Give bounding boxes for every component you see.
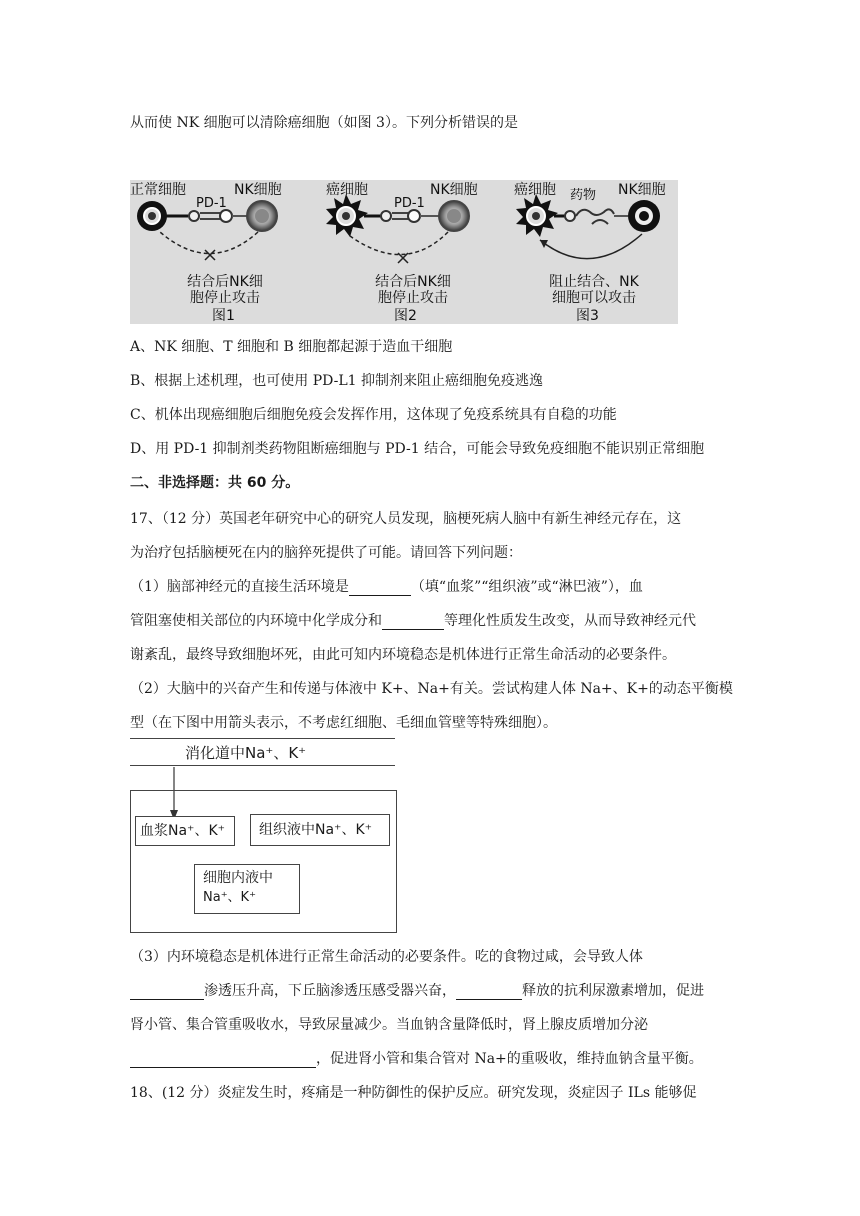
option-a: A、NK 细胞、T 细胞和 B 细胞都起源于造血干细胞 <box>130 339 453 355</box>
fig3-caption <box>534 274 654 306</box>
pd1-figure <box>130 180 678 324</box>
q17-part1-line1 <box>130 578 643 596</box>
fig3-caption-line2: 细胞可以攻击 <box>552 290 636 306</box>
q17-line1: 17、（12 分）英国老年研究中心的研究人员发现，脑梗死病人脑中有新生神经元存在，这 <box>130 511 682 527</box>
fig3-label: 图3 <box>576 308 599 324</box>
fig2-caption-line2: 胞停止攻击 <box>378 290 448 306</box>
fig2-caption-line1: 结合后NK细 <box>375 274 451 290</box>
q17-line2: 为治疗包括脑梗死在内的脑猝死提供了可能。请回答下列问题： <box>130 545 522 561</box>
fig1-caption-line2: 胞停止攻击 <box>190 290 260 306</box>
fig2-label: 图2 <box>394 308 417 324</box>
answer-blank[interactable] <box>130 1053 316 1068</box>
fig3-drug-label: 药物 <box>570 188 597 203</box>
fig2-receptor-label: PD-1 <box>394 196 425 211</box>
digestive-tract-label: 消化道中Na⁺、K⁺ <box>130 738 395 766</box>
q17-part3-line4 <box>130 1050 703 1068</box>
q17-p1-text-d: 等理化性质发生改变，从而导致神经元代 <box>444 613 696 629</box>
tissue-fluid-box[interactable]: 组织液中Na⁺、K⁺ <box>250 814 390 846</box>
q18-line1: 18、(12 分）炎症发生时，疼痛是一种防御性的保护反应。研究发现，炎症因子 ILs 能够促 <box>130 1085 697 1101</box>
intracellular-fluid-box[interactable] <box>194 864 300 914</box>
section-title: 二、非选择题：共 60 分。 <box>130 475 300 491</box>
q17-part1-line3: 谢紊乱，最终导致细胞坏死，由此可知内环境稳态是机体进行正常生命活动的必要条件。 <box>130 647 676 663</box>
intracellular-label-line1: 细胞内液中 <box>203 870 273 886</box>
answer-blank[interactable] <box>349 581 411 596</box>
q17-part3-line3: 肾小管、集合管重吸收水，导致尿量减少。当血钠含量降低时，肾上腺皮质增加分泌 <box>130 1017 648 1033</box>
fig1-caption-line1: 结合后NK细 <box>187 274 263 290</box>
fig3-caption-line1: 阻止结合、NK <box>549 274 639 290</box>
ion-balance-diagram <box>130 738 400 934</box>
fig1-right-cell-label: NK细胞 <box>234 182 282 198</box>
answer-blank[interactable] <box>456 985 522 1000</box>
fig3-left-cell-label: 癌细胞 <box>514 182 556 198</box>
fig2-right-cell-label: NK细胞 <box>430 182 478 198</box>
q17-p3-text-c: 释放的抗利尿激素增加，促进 <box>522 983 704 999</box>
fig1-receptor-label: PD-1 <box>196 196 227 211</box>
intro-line: 从而使 NK 细胞可以清除癌细胞（如图 3）。下列分析错误的是 <box>130 115 518 131</box>
fig1-left-cell-label: 正常细胞 <box>130 182 186 198</box>
q17-part2-line2: 型（在下图中用箭头表示，不考虑红细胞、毛细血管壁等特殊细胞）。 <box>130 715 557 731</box>
intracellular-label-line2: Na⁺、K⁺ <box>203 890 256 905</box>
fig1-label: 图1 <box>212 308 235 324</box>
fig1-caption <box>170 274 280 306</box>
q17-part3-line2 <box>130 982 704 1000</box>
option-d: D、用 PD-1 抑制剂类药物阻断癌细胞与 PD-1 结合，可能会导致免疫细胞不能识别正常细胞 <box>130 441 705 457</box>
q17-part1-line2 <box>130 612 696 630</box>
q17-p3-text-b: 渗透压升高，下丘脑渗透压感受器兴奋， <box>204 983 456 999</box>
q17-p1-text-b: （填“血浆”“组织液”或“淋巴液”），血 <box>410 579 643 595</box>
answer-blank[interactable] <box>130 985 204 1000</box>
q17-p1-text-a: （1）脑部神经元的直接生活环境是 <box>130 579 349 595</box>
fig2-left-cell-label: 癌细胞 <box>326 182 368 198</box>
option-c: C、机体出现癌细胞后细胞免疫会发挥作用，这体现了免疫系统具有自稳的功能 <box>130 407 617 423</box>
q17-p3-text-e: ，促进肾小管和集合管对 Na+的重吸收，维持血钠含量平衡。 <box>316 1051 703 1067</box>
q17-part2-line1: （2）大脑中的兴奋产生和传递与体液中 K+、Na+有关。尝试构建人体 Na+、K+的动态平衡模 <box>130 681 733 697</box>
plasma-box[interactable]: 血浆Na⁺、K⁺ <box>135 816 235 846</box>
option-b: B、根据上述机理，也可使用 PD-L1 抑制剂来阻止癌细胞免疫逃逸 <box>130 373 544 389</box>
fig2-caption <box>358 274 468 306</box>
answer-blank[interactable] <box>382 615 444 630</box>
fig3-right-cell-label: NK细胞 <box>618 182 666 198</box>
q17-part3-line1: （3）内环境稳态是机体进行正常生命活动的必要条件。吃的食物过咸，会导致人体 <box>130 949 643 965</box>
q17-p1-text-c: 管阻塞使相关部位的内环境中化学成分和 <box>130 613 382 629</box>
